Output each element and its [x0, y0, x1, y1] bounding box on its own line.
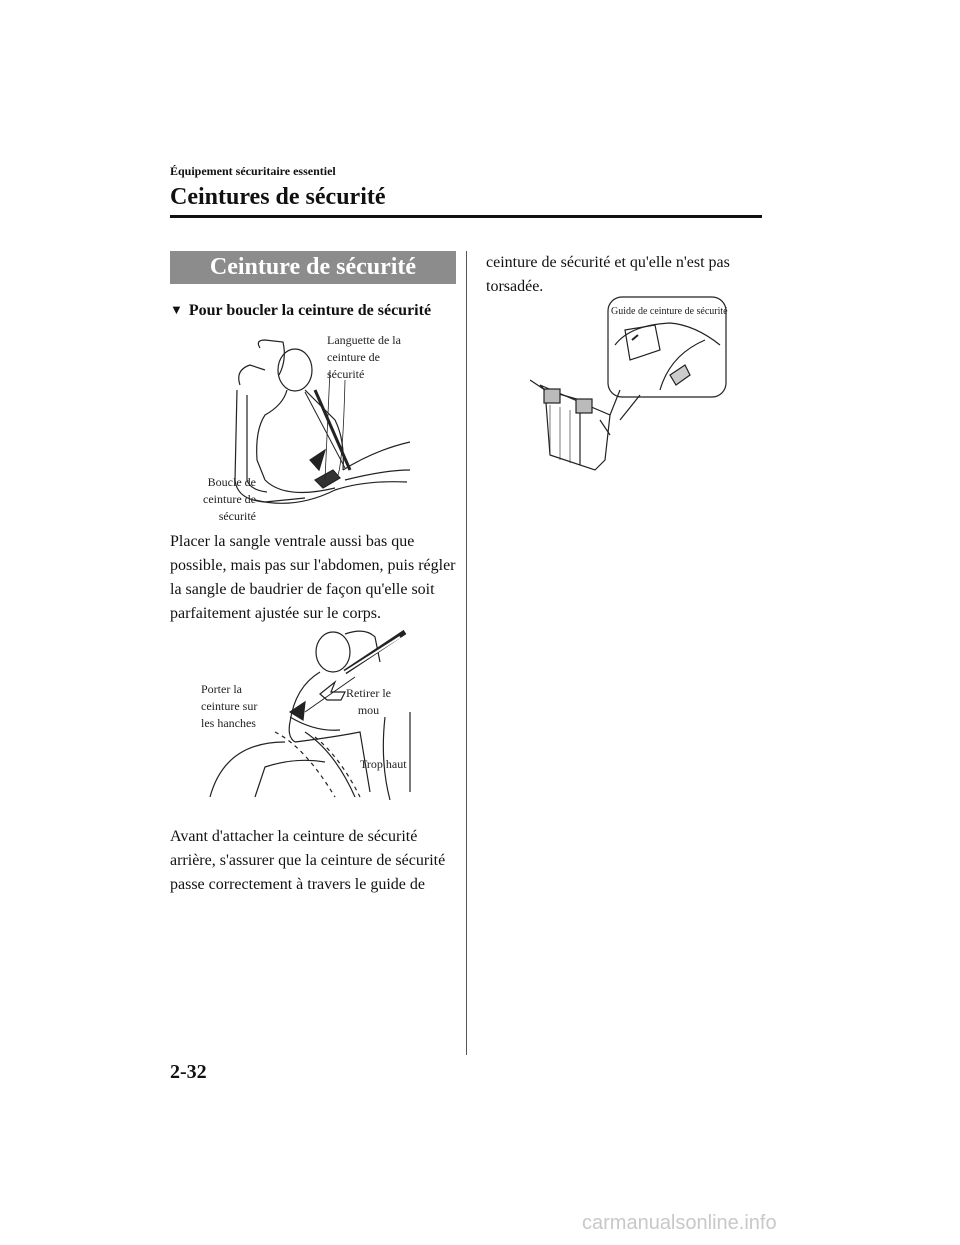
label-belt-guide: Guide de ceinture de sécurité	[611, 306, 728, 317]
watermark: carmanualsonline.info	[582, 1212, 777, 1234]
paragraph-lap-belt: Placer la sangle ventrale aussi bas que possible, mais pas sur l'abdomen, puis régler la sangle de baudrier de façon qu'elle soit parfaitement ajustée sur le corps.	[170, 533, 456, 622]
section-banner: Ceinture de sécurité	[170, 251, 456, 284]
paragraph-rear-belt: Avant d'attacher la ceinture de sécurité arrière, s'assurer que la ceinture de sécurité passe correctement à travers le guide de	[170, 828, 446, 893]
label-remove-slack: Retirer le mou	[346, 686, 391, 717]
label-belt-tongue: Languette de la ceinture de sécurité	[327, 333, 401, 381]
label-buckle: Boucle de ceinture de sécurité	[203, 475, 256, 523]
page-number: 2-32	[170, 1061, 207, 1083]
subheading	[170, 302, 431, 320]
chapter-rule	[170, 215, 762, 218]
column-divider	[466, 251, 467, 1055]
section-label: Équipement sécuritaire essentiel	[170, 164, 336, 178]
label-too-high: Trop haut	[360, 757, 407, 771]
chapter-title: Ceintures de sécurité	[170, 184, 386, 210]
label-hips: Porter la ceinture sur les hanches	[201, 682, 258, 730]
belt-guide-illustration	[520, 295, 730, 475]
triangle-marker-icon: ▼	[170, 302, 183, 317]
paragraph-not-twisted: ceinture de sécurité et qu'elle n'est pas torsadée.	[486, 254, 730, 295]
subheading-text: Pour boucler la ceinture de sécurité	[188, 302, 432, 319]
figure-belt-guide	[520, 295, 730, 475]
